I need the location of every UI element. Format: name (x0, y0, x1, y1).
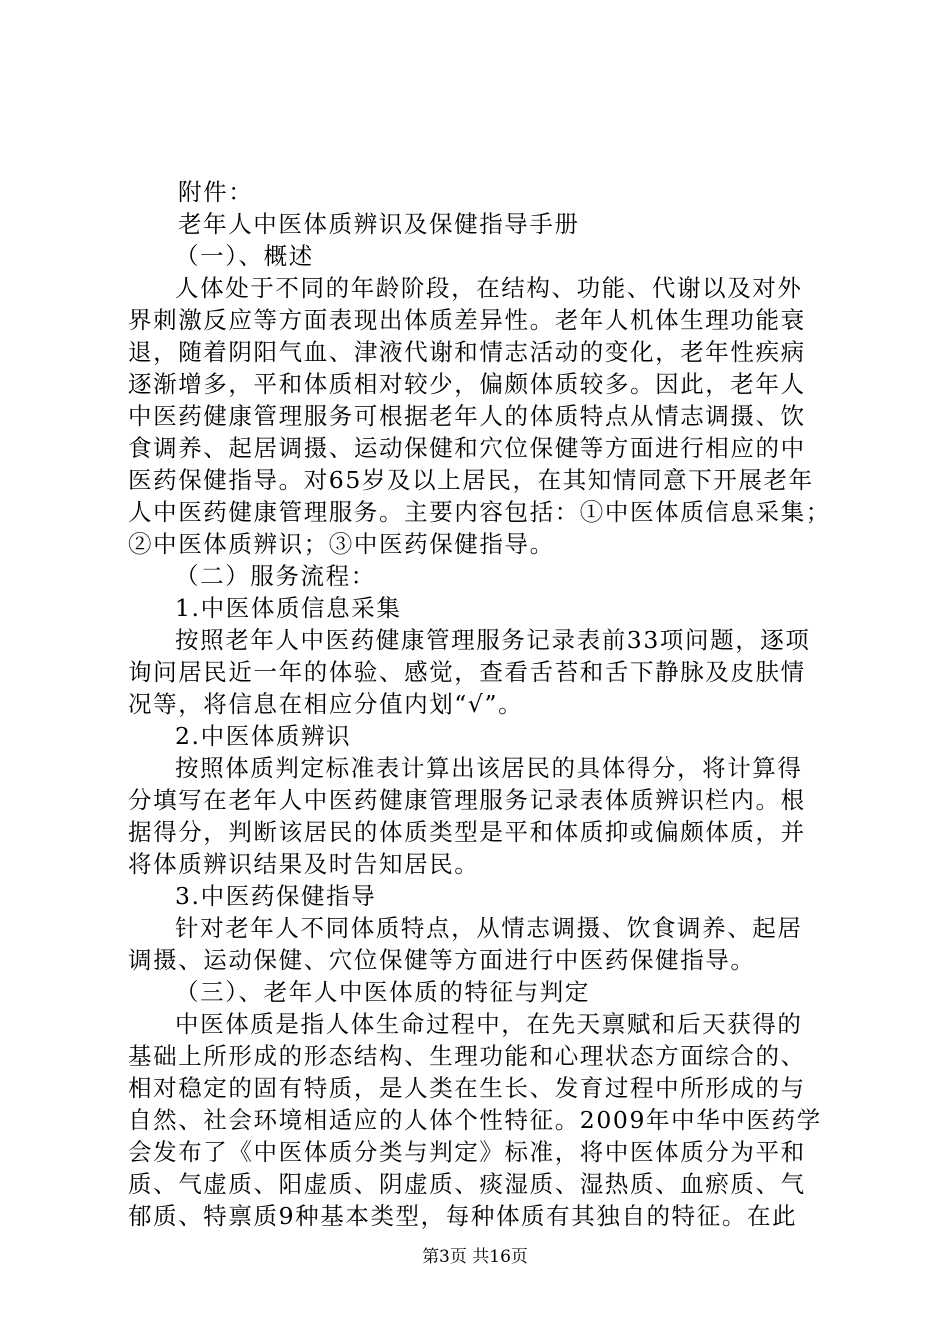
paragraph-line: 人中医药健康管理服务。主要内容包括：①中医体质信息采集； (128, 498, 831, 526)
section-heading-overview: （一）、概述 (175, 242, 314, 270)
attachment-label: 附件： (178, 178, 254, 206)
paragraph-line: 况等，将信息在相应分值内划“√”。 (128, 690, 524, 718)
paragraph-line: ②中医体质辨识；③中医药保健指导。 (128, 530, 555, 558)
paragraph-line: 郁质、特禀质9种基本类型，每种体质有其独自的特征。在此 (128, 1202, 798, 1230)
paragraph-line: 分填写在老年人中医药健康管理服务记录表体质辨识栏内。根 (128, 786, 806, 814)
document-body (128, 176, 836, 1232)
paragraph-line: 逐渐增多，平和体质相对较少，偏颇体质较多。因此，老年人 (128, 370, 806, 398)
subsection-heading: 1.中医体质信息采集 (175, 594, 402, 622)
subsection-heading: 3.中医药保健指导 (175, 882, 377, 910)
paragraph-line: 将体质辨识结果及时告知居民。 (128, 850, 480, 878)
document-title: 老年人中医体质辨识及保健指导手册 (178, 210, 580, 238)
section-heading-process: （二）服务流程： (175, 562, 376, 590)
paragraph-line: 按照体质判定标准表计算出该居民的具体得分，将计算得 (175, 754, 803, 782)
paragraph-line: 自然、社会环境相适应的人体个性特征。2009年中华中医药学 (128, 1106, 822, 1134)
paragraph-line: 按照老年人中医药健康管理服务记录表前33项问题，逐项 (175, 626, 811, 654)
section-heading-characteristics: （三）、老年人中医体质的特征与判定 (175, 978, 590, 1006)
paragraph-line: 界刺激反应等方面表现出体质差异性。老年人机体生理功能衰 (128, 306, 806, 334)
paragraph-line: 基础上所形成的形态结构、生理功能和心理状态方面综合的、 (128, 1042, 806, 1070)
paragraph-line: 会发布了《中医体质分类与判定》标准，将中医体质分为平和 (128, 1138, 806, 1166)
paragraph-line: 食调养、起居调摄、运动保健和穴位保健等方面进行相应的中 (128, 434, 806, 462)
paragraph-line: 人体处于不同的年龄阶段，在结构、功能、代谢以及对外 (175, 274, 803, 302)
paragraph-line: 调摄、运动保健、穴位保健等方面进行中医药保健指导。 (128, 946, 756, 974)
paragraph-line: 据得分，判断该居民的体质类型是平和体质抑或偏颇体质，并 (128, 818, 806, 846)
paragraph-line: 退，随着阴阳气血、津液代谢和情志活动的变化，老年性疾病 (128, 338, 806, 366)
paragraph-line: 中医体质是指人体生命过程中，在先天禀赋和后天获得的 (175, 1010, 803, 1038)
paragraph-line: 询问居民近一年的体验、感觉，查看舌苔和舌下静脉及皮肤情 (128, 658, 806, 686)
paragraph-line: 针对老年人不同体质特点，从情志调摄、饮食调养、起居 (175, 914, 803, 942)
paragraph-line: 相对稳定的固有特质，是人类在生长、发育过程中所形成的与 (128, 1074, 806, 1102)
page-number-footer: 第3页 共16页 (422, 1247, 528, 1267)
paragraph-line: 医药保健指导。对65岁及以上居民，在其知情同意下开展老年 (128, 466, 814, 494)
paragraph-line: 质、气虚质、阳虚质、阴虚质、痰湿质、湿热质、血瘀质、气 (128, 1170, 806, 1198)
subsection-heading: 2.中医体质辨识 (175, 722, 352, 750)
paragraph-line: 中医药健康管理服务可根据老年人的体质特点从情志调摄、饮 (128, 402, 806, 430)
